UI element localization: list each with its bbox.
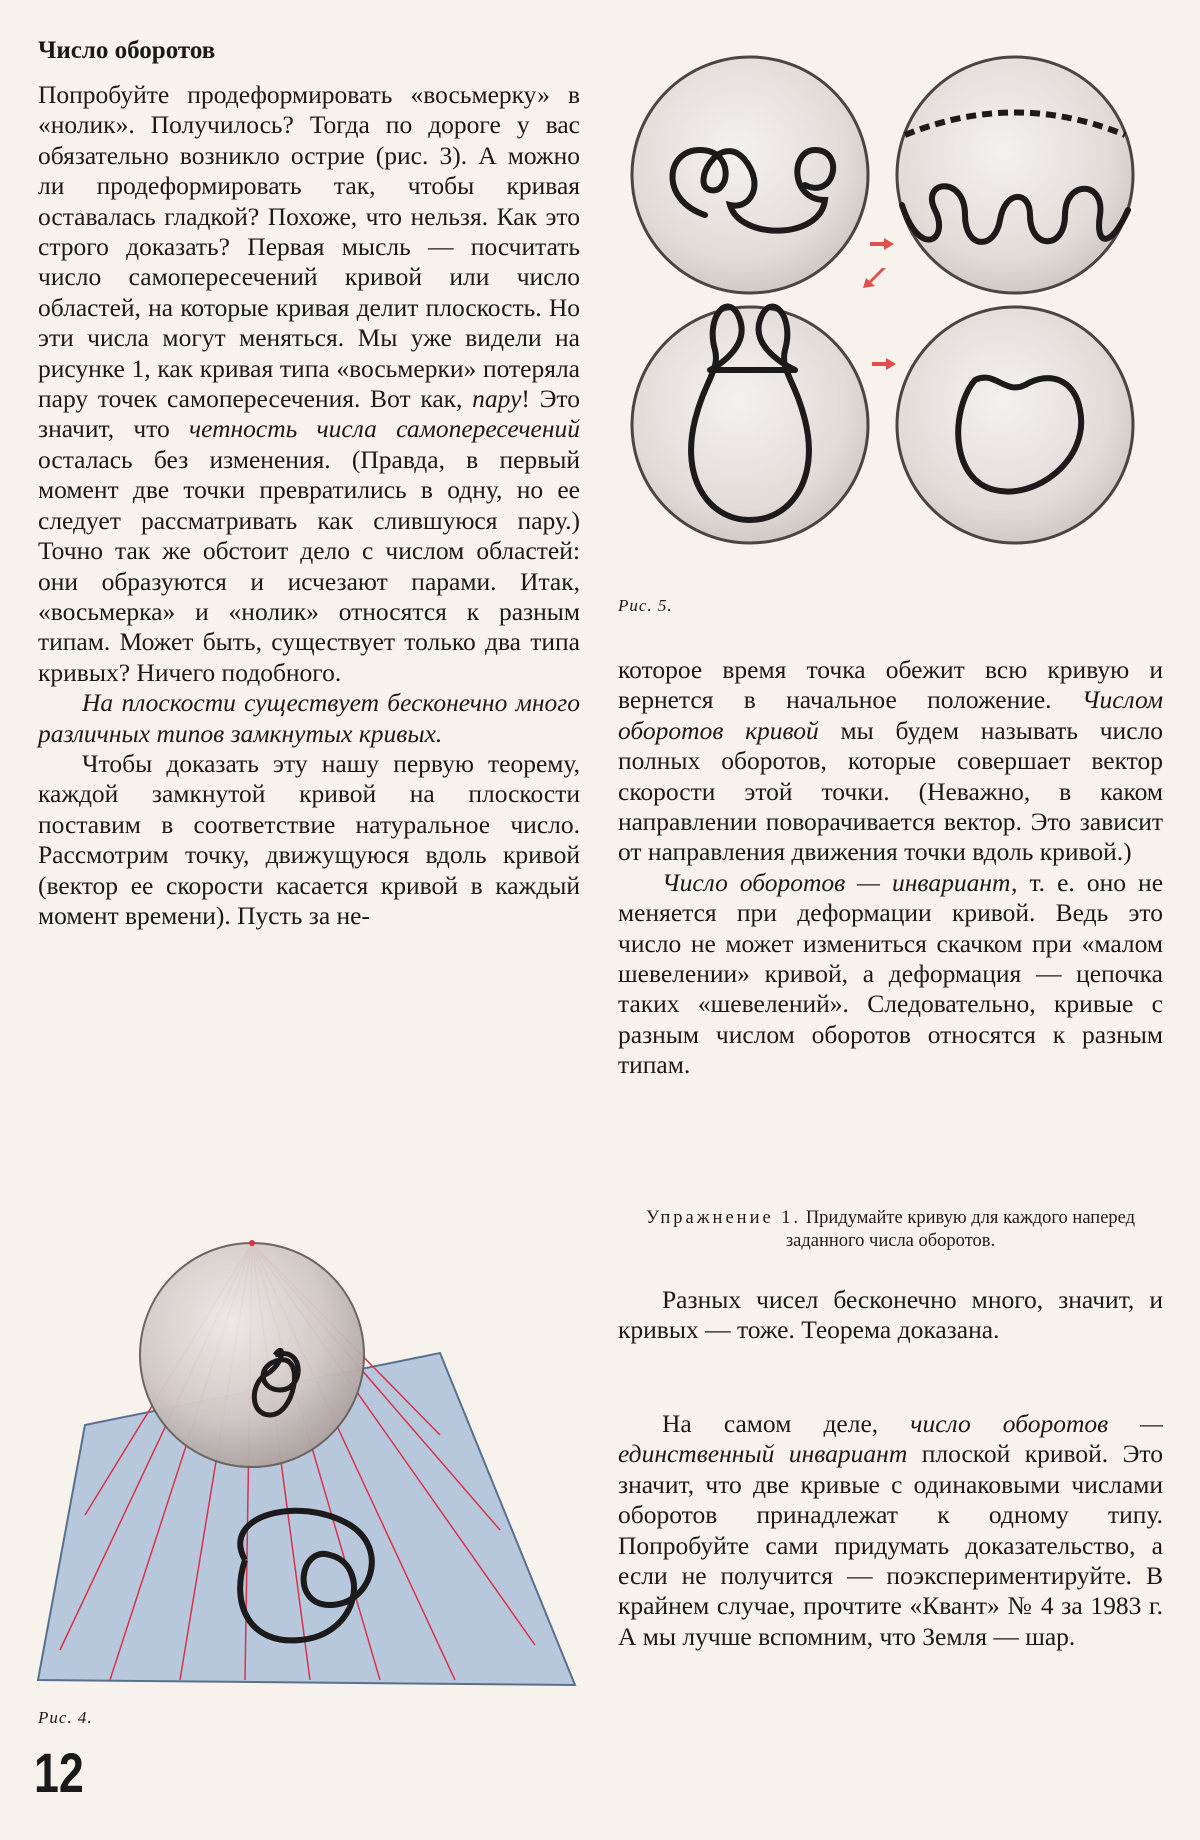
fig5-circle-3: [632, 307, 868, 543]
paragraph-final: На самом деле, число оборотов — единственный инвариант плоской кривой. Это значит, что две кривые с одинаковыми числами оборотов принадлежат к одному типу. Попробуйте сами придумать доказательство, а если не получится — поэкспериментируйте. В крайнем случае, прочтите «Квант» № 4 за 1983 г. А мы лучше вспомним, что Земля — шар.: [618, 1409, 1163, 1651]
fig5-circle-4: [897, 307, 1133, 543]
paragraph-intro: Попробуйте продеформировать «восьмерку» в «нолик». Получилось? Тогда по дороге у вас обязательно возникло острие (рис. 3). А можно ли продеформировать так, чтобы кривая оставалась гладкой? Похоже, что нельзя. Как это строго доказать? Первая мысль — посчитать число самопересечений кривой или число областей, на которые кривая делит плоскость. Но эти числа могут меняться. Мы уже видели на рисунке 1, как кривая типа «восьмерки» потеряла пару точек самопересечения. Вот как, пару! Это значит, что четность числа самопересечений осталась без изменения. (Правда, в первый момент две точки превратились в одну, но ее следует рассматривать как слившуюся пару.) Точно так же обстоит дело с числом областей: они образуются и исчезают парами. Итак, «восьмерка» и «нолик» относятся к разным типам. Может быть, существует только два типа кривых? Ничего подобного.: [38, 80, 580, 687]
sphere: [140, 1243, 364, 1467]
page-number: 12: [34, 1741, 84, 1804]
figure-5: [620, 50, 1180, 590]
arrow-diagonal-icon: [868, 268, 886, 282]
fig5-arrows: [863, 238, 896, 370]
theorem-statement: На плоскости существует бесконечно много различных типов замкнутых кривых.: [38, 688, 580, 748]
fig5-caption: Рис. 5.: [618, 596, 673, 615]
exercise-1: Упражнение 1. Придумайте кривую для каждого наперед заданного числа оборотов.: [645, 1208, 1136, 1251]
left-column: [38, 36, 580, 931]
figure-4: [30, 1225, 600, 1710]
paragraph-winding-definition: которое время точка обежит всю кривую и вернется в начальное положение. Числом оборотов кривой мы будем называть число полных оборотов, которые совершает вектор скорости этой точки. (Неважно, в каком направлении поворачивается вектор. Это зависит от направления движения точки вдоль кривой.): [618, 655, 1163, 867]
fig4-caption: Рис. 4.: [38, 1708, 93, 1727]
arrow-right-icon: [870, 242, 884, 246]
fig5-circle-2: [897, 57, 1133, 293]
paragraph-invariant: Число оборотов — инвариант, т. е. оно не меняется при деформации кривой. Ведь это число не может измениться скачком при «малом шевелении» кривой, а деформация — цепочка таких «шевелений». Следовательно, кривые с разным числом оборотов относятся к разным типам.: [618, 867, 1164, 1080]
right-column: [618, 655, 1163, 1081]
paragraph-conclusion: Разных чисел бесконечно много, значит, и кривых — тоже. Теорема доказана.: [618, 1285, 1163, 1345]
fig5-circle-1: [632, 57, 868, 293]
arrow-right-icon-2: [872, 362, 886, 366]
section-heading: Число оборотов: [38, 37, 216, 64]
paragraph-proof-start: Чтобы доказать эту нашу первую теорему, каждой замкнутой кривой на плоскости поставим в соответствие натуральное число. Рассмотрим точку, движущуюся вдоль кривой (вектор ее скорости касается кривой в каждый момент времени). Пусть за не-: [38, 748, 580, 930]
